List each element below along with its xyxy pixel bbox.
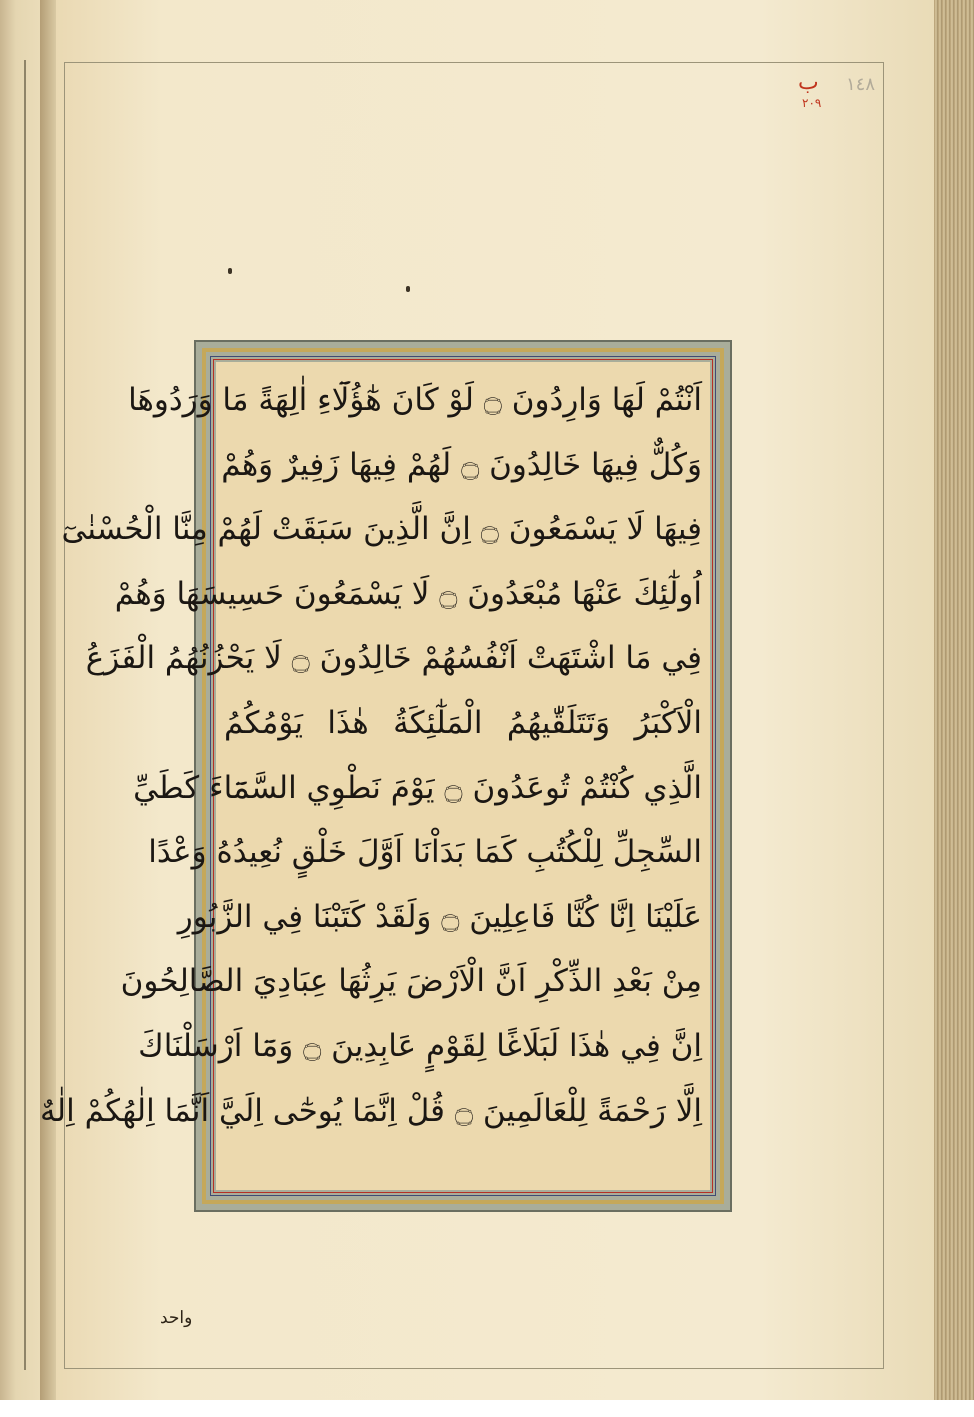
verse-line-7: الَّذِي كُنْتُمْ تُوعَدُونَ ۝ يَوْمَ نَطْوِي السَّمَٓاءَ كَطَيِّ xyxy=(133,769,702,806)
verse-line-5: فِي مَا اشْتَهَتْ اَنْفُسُهُمْ خَالِدُونَ ۝ لَا يَحْزُنُهُمُ الْفَزَعُ xyxy=(85,640,702,677)
verse-line-6: الْاَكْبَرُ وَتَتَلَقّٰيهُمُ الْمَلٰٓئِكَةُ هٰذَا يَوْمُكُمُ xyxy=(224,704,702,741)
verse-line-12: اِلَّا رَحْمَةً لِلْعَالَمِينَ ۝ قُلْ اِنَّمَا يُوحٰٓى اِلَيَّ اَنَّمَا اِلٰهُكُمْ اِلٰهٌ xyxy=(40,1092,702,1129)
right-page-edges xyxy=(934,0,974,1400)
folio-side-mark: ب xyxy=(798,70,819,95)
text-panel xyxy=(40,362,710,1190)
left-page-ruling xyxy=(24,60,26,1370)
book-gutter xyxy=(40,0,56,1400)
ink-speck xyxy=(406,286,410,292)
verse-line-2: وَكُلٌّ فِيهَا خَالِدُونَ ۝ لَهُمْ فِيهَا زَفِيرٌ وَهُمْ xyxy=(221,446,702,483)
left-page-edge xyxy=(0,0,41,1400)
verse-line-3: فِيهَا لَا يَسْمَعُونَ ۝ اِنَّ الَّذِينَ سَبَقَتْ لَهُمْ مِنَّا الْحُسْنٰىٓ xyxy=(61,511,702,548)
verse-line-1: اَنْتُمْ لَهَا وَارِدُونَ ۝ لَوْ كَانَ هٰٓؤُلَٓاءِ اٰلِهَةً مَا وَرَدُوهَا xyxy=(128,382,702,418)
verse-line-9: عَلَيْنَا اِنَّا كُنَّا فَاعِلِينَ ۝ وَلَقَدْ كَتَبْنَا فِي الزَّبُورِ xyxy=(177,898,702,935)
catchword: واحد xyxy=(160,1308,193,1328)
verse-line-4: اُولٰٓئِكَ عَنْهَا مُبْعَدُونَ ۝ لَا يَسْمَعُونَ حَسِيسَهَا وَهُمْ xyxy=(114,575,702,612)
verse-line-11: اِنَّ فِي هٰذَا لَبَلَاغًا لِقَوْمٍ عَابِدِينَ ۝ وَمَٓا اَرْسَلْنَاكَ xyxy=(138,1027,702,1064)
verse-line-10: مِنْ بَعْدِ الذِّكْرِ اَنَّ الْاَرْضَ يَرِثُهَا عِبَادِيَ الصَّالِحُونَ xyxy=(120,963,702,1000)
verse-line-8: السِّجِلِّ لِلْكُتُبِ كَمَا بَدَاْنَا اَوَّلَ خَلْقٍ نُعِيدُهُ وَعْدًا xyxy=(148,834,702,871)
ink-speck xyxy=(228,268,232,274)
folio-stamp-number: ١٤٨ xyxy=(846,74,876,95)
manuscript-page xyxy=(40,0,934,1400)
folio-number: ٢٠٩ xyxy=(802,96,822,110)
text-block-frame xyxy=(40,340,732,1212)
